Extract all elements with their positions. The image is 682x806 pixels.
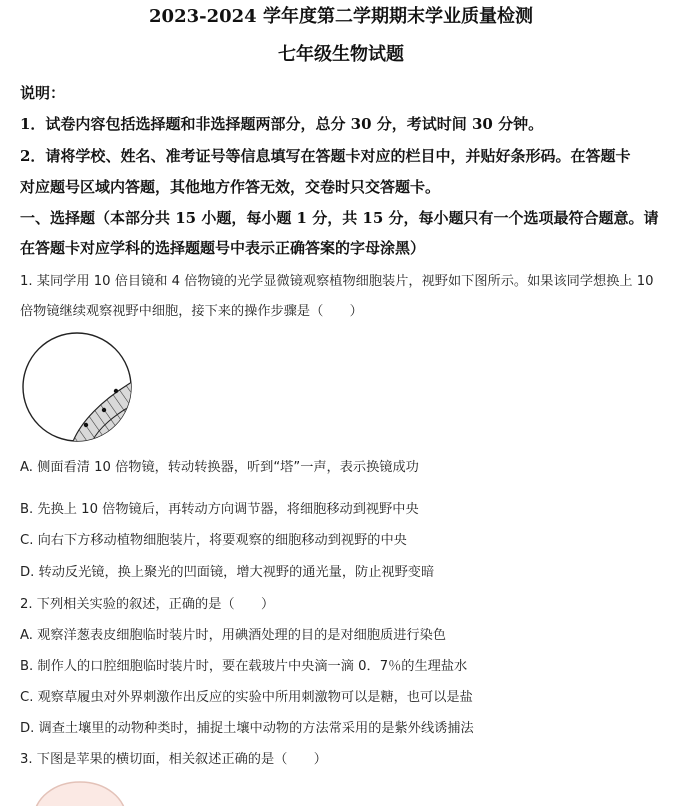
question-1-stem-cont: 倍物镜继续观察视野中细胞，接下来的操作步骤是（ ） — [20, 304, 363, 319]
question-2-option-b: B. 制作人的口腔细胞临时装片时，要在载玻片中央滴一滴 0．7％的生理盐水 — [20, 659, 468, 674]
instructions-label: 说明： — [20, 84, 66, 102]
cell-nucleus-dot — [84, 423, 88, 427]
cell-nucleus-dot — [102, 408, 106, 412]
apple-outline — [34, 782, 126, 806]
question-1-option-c: C. 向右下方移动植物细胞装片，将要观察的细胞移动到视野的中央 — [20, 533, 407, 548]
instruction-2: 2．请将学校、姓名、准考证号等信息填写在答题卡对应的栏目中，并贴好条形码。在答题卡 — [20, 147, 631, 165]
page-title: 2023-2024 学年度第二学期期末学业质量检测 — [149, 6, 533, 27]
question-1-option-d: D. 转动反光镜，换上聚光的凹面镜，增大视野的通光量，防止视野变暗 — [20, 565, 435, 580]
question-2-stem: 2. 下列相关实验的叙述，正确的是（ ） — [20, 597, 275, 612]
question-2-option-c: C. 观察草履虫对外界刺激作出反应的实验中所用刺激物可以是糖，也可以是盐 — [20, 690, 473, 705]
instruction-1: 1．试卷内容包括选择题和非选择题两部分，总分 30 分，考试时间 30 分钟。 — [20, 115, 544, 133]
cell-nucleus-dot — [114, 389, 118, 393]
question-2-option-a: A. 观察洋葱表皮细胞临时装片时，用碘酒处理的目的是对细胞质进行染色 — [20, 628, 446, 643]
section-heading-cont: 在答题卡对应学科的选择题题号中表示正确答案的字母涂黑） — [20, 239, 426, 257]
page-subtitle: 七年级生物试题 — [278, 44, 404, 65]
instruction-2-cont: 对应题号区域内答题，其他地方作答无效，交卷时只交答题卡。 — [20, 178, 441, 196]
question-1-option-b: B. 先换上 10 倍物镜后，再转动方向调节器，将细胞移动到视野中央 — [20, 502, 419, 517]
section-heading: 一、选择题（本部分共 15 小题，每小题 1 分，共 15 分，每小题只有一个选项最符合题意。请 — [20, 209, 659, 227]
microscope-field-figure — [20, 332, 136, 444]
question-2-option-d: D. 调查土壤里的动物种类时，捕捉土壤中动物的方法常采用的是紫外线诱捕法 — [20, 721, 474, 736]
question-1-stem: 1. 某同学用 10 倍目镜和 4 倍物镜的光学显微镜观察植物细胞装片，视野如下图所示。如果该同学想换上 10 — [20, 274, 654, 289]
apple-cross-section-figure — [30, 778, 130, 806]
question-3-stem: 3. 下图是苹果的横切面，相关叙述正确的是（ ） — [20, 752, 327, 767]
question-1-option-a: A. 侧面看清 10 倍物镜，转动转换器，听到“塔”一声，表示换镜成功 — [20, 460, 419, 475]
